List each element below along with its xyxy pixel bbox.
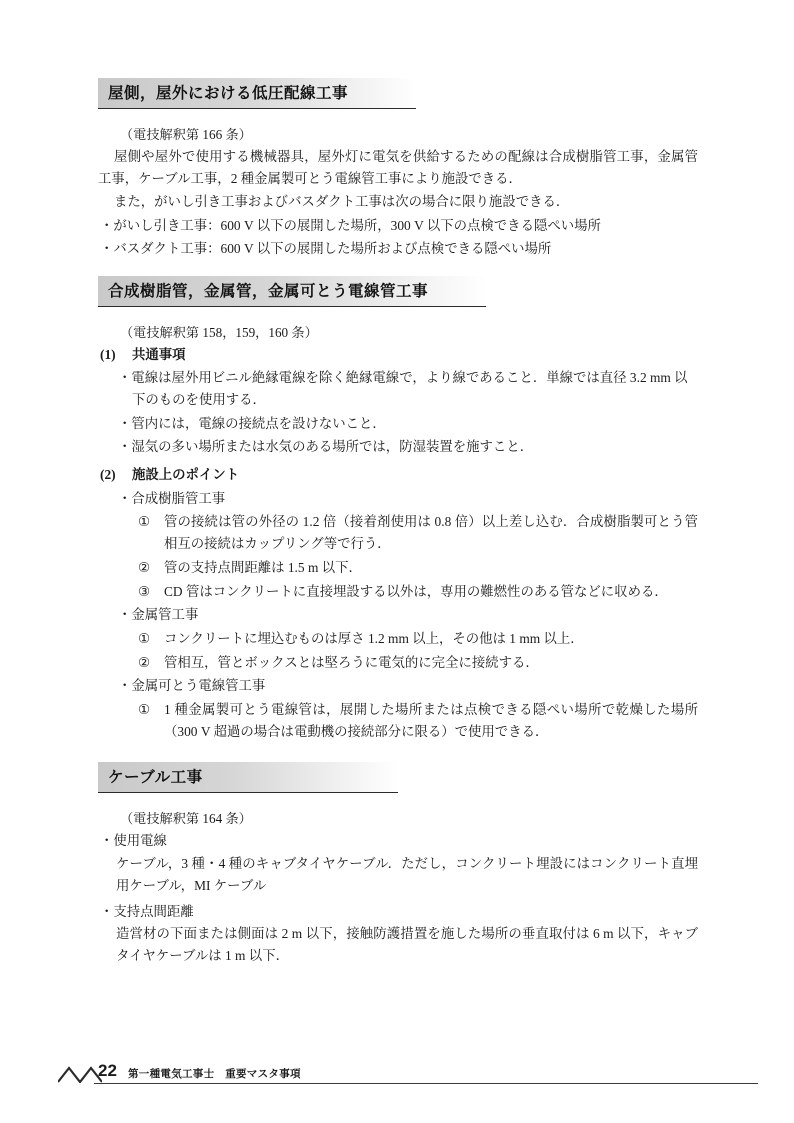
bullet-item: ・支持点間距離 [100, 903, 194, 919]
circled-item [98, 699, 698, 742]
section-heading: 屋側，屋外における低圧配線工事 [98, 78, 416, 109]
circled-item [98, 557, 698, 579]
page-footer [36, 1061, 758, 1095]
section-heading: ケーブル工事 [98, 762, 398, 793]
item-number: (1) [100, 346, 116, 362]
circled-text: 1 種金属製可とう電線管は，展開した場所または点検できる隠ぺい場所で乾燥した場所（300 V 超過の場合は電動機の接続部分に限る）で使用できる． [164, 702, 698, 739]
section-cable-wiring [98, 762, 698, 966]
circled-marker: ① [138, 514, 151, 530]
item-title: 共通事項 [132, 346, 186, 362]
circled-item [98, 628, 698, 650]
sub-item: ・管内には，電線の接続点を設けないこと． [118, 415, 386, 431]
sub-item: ・電線は屋外用ビニル絶縁電線を除く絶縁電線で，より線であること．単線では直径 3.2 mm 以下のものを使用する． [118, 370, 688, 407]
numbered-item [98, 344, 698, 366]
footer-divider [94, 1083, 758, 1084]
page-content [98, 78, 698, 983]
footer-title: 第一種電気工事士 重要マスタ事項 [128, 1069, 301, 1080]
sub-group-label: ・金属管工事 [118, 607, 199, 623]
paragraph: ケーブル，3 種・4 種のキャブタイヤケーブル．ただし，コンクリート埋設にはコンクリート直埋用ケーブル，MI ケーブル [116, 856, 698, 893]
bullet-item: ・使用電線 [100, 833, 167, 849]
paragraph: 造営材の下面または側面は 2 m 以下，接触防護措置を施した場所の垂直取付は 6 m 以下，キャブタイヤケーブルは 1 m 以下． [116, 926, 698, 963]
circled-text: 管相互，管とボックスとは堅ろうに電気的に完全に接続する． [164, 654, 539, 670]
sub-group-label: ・金属可とう電線管工事 [118, 678, 266, 694]
item-number: (2) [100, 467, 116, 483]
section-reference: （電技解釈第 164 条） [120, 811, 252, 827]
circled-marker: ① [138, 630, 151, 646]
circled-marker: ② [138, 559, 151, 575]
section-outdoor-wiring [98, 78, 698, 260]
circled-marker: ① [138, 702, 151, 718]
section-conduit-wiring [98, 276, 698, 743]
item-title: 施設上のポイント [132, 467, 240, 483]
circled-text: コンクリートに埋込むものは厚さ 1.2 mm 以上，その他は 1 mm 以上． [164, 630, 584, 646]
circled-item [98, 511, 698, 554]
bullet-item: ・がいし引き工事：600 V 以下の展開した場所，300 V 以下の点検できる隠ぺい場所 [100, 218, 601, 234]
circled-item [98, 652, 698, 674]
numbered-item [98, 464, 698, 486]
section-reference: （電技解釈第 166 条） [120, 127, 252, 142]
sub-group-label: ・合成樹脂管工事 [118, 490, 226, 506]
circled-text: CD 管はコンクリートに直接埋設する以外は，専用の難燃性のある管などに収める． [164, 583, 668, 599]
page-number: 22 [98, 1061, 117, 1080]
circled-text: 管の支持点間距離は 1.5 m 以下． [164, 559, 362, 575]
circled-item [98, 581, 698, 603]
section-heading: 合成樹脂管，金属管，金属可とう電線管工事 [98, 276, 486, 307]
sub-item: ・湿気の多い場所または水気のある場所では，防湿装置を施すこと． [118, 439, 534, 455]
zigzag-decoration-icon [58, 1065, 102, 1083]
circled-marker: ③ [138, 583, 151, 599]
paragraph: また，がいし引き工事およびバスダクト工事は次の場合に限り施設できる． [114, 194, 570, 210]
paragraph: 屋側や屋外で使用する機械器具，屋外灯に電気を供給するための配線は合成樹脂管工事，金属管工事，ケーブル工事，2 種金属製可とう電線管工事により施設できる． [98, 149, 698, 186]
circled-text: 管の接続は管の外径の 1.2 倍（接着剤使用は 0.8 倍）以上差し込む．合成樹脂製可とう管相互の接続はカップリング等で行う． [164, 514, 698, 552]
circled-marker: ② [138, 654, 151, 670]
section-reference: （電技解釈第 158，159，160 条） [120, 324, 318, 340]
bullet-item: ・バスダクト工事：600 V 以下の展開した場所および点検できる隠ぺい場所 [100, 240, 552, 256]
